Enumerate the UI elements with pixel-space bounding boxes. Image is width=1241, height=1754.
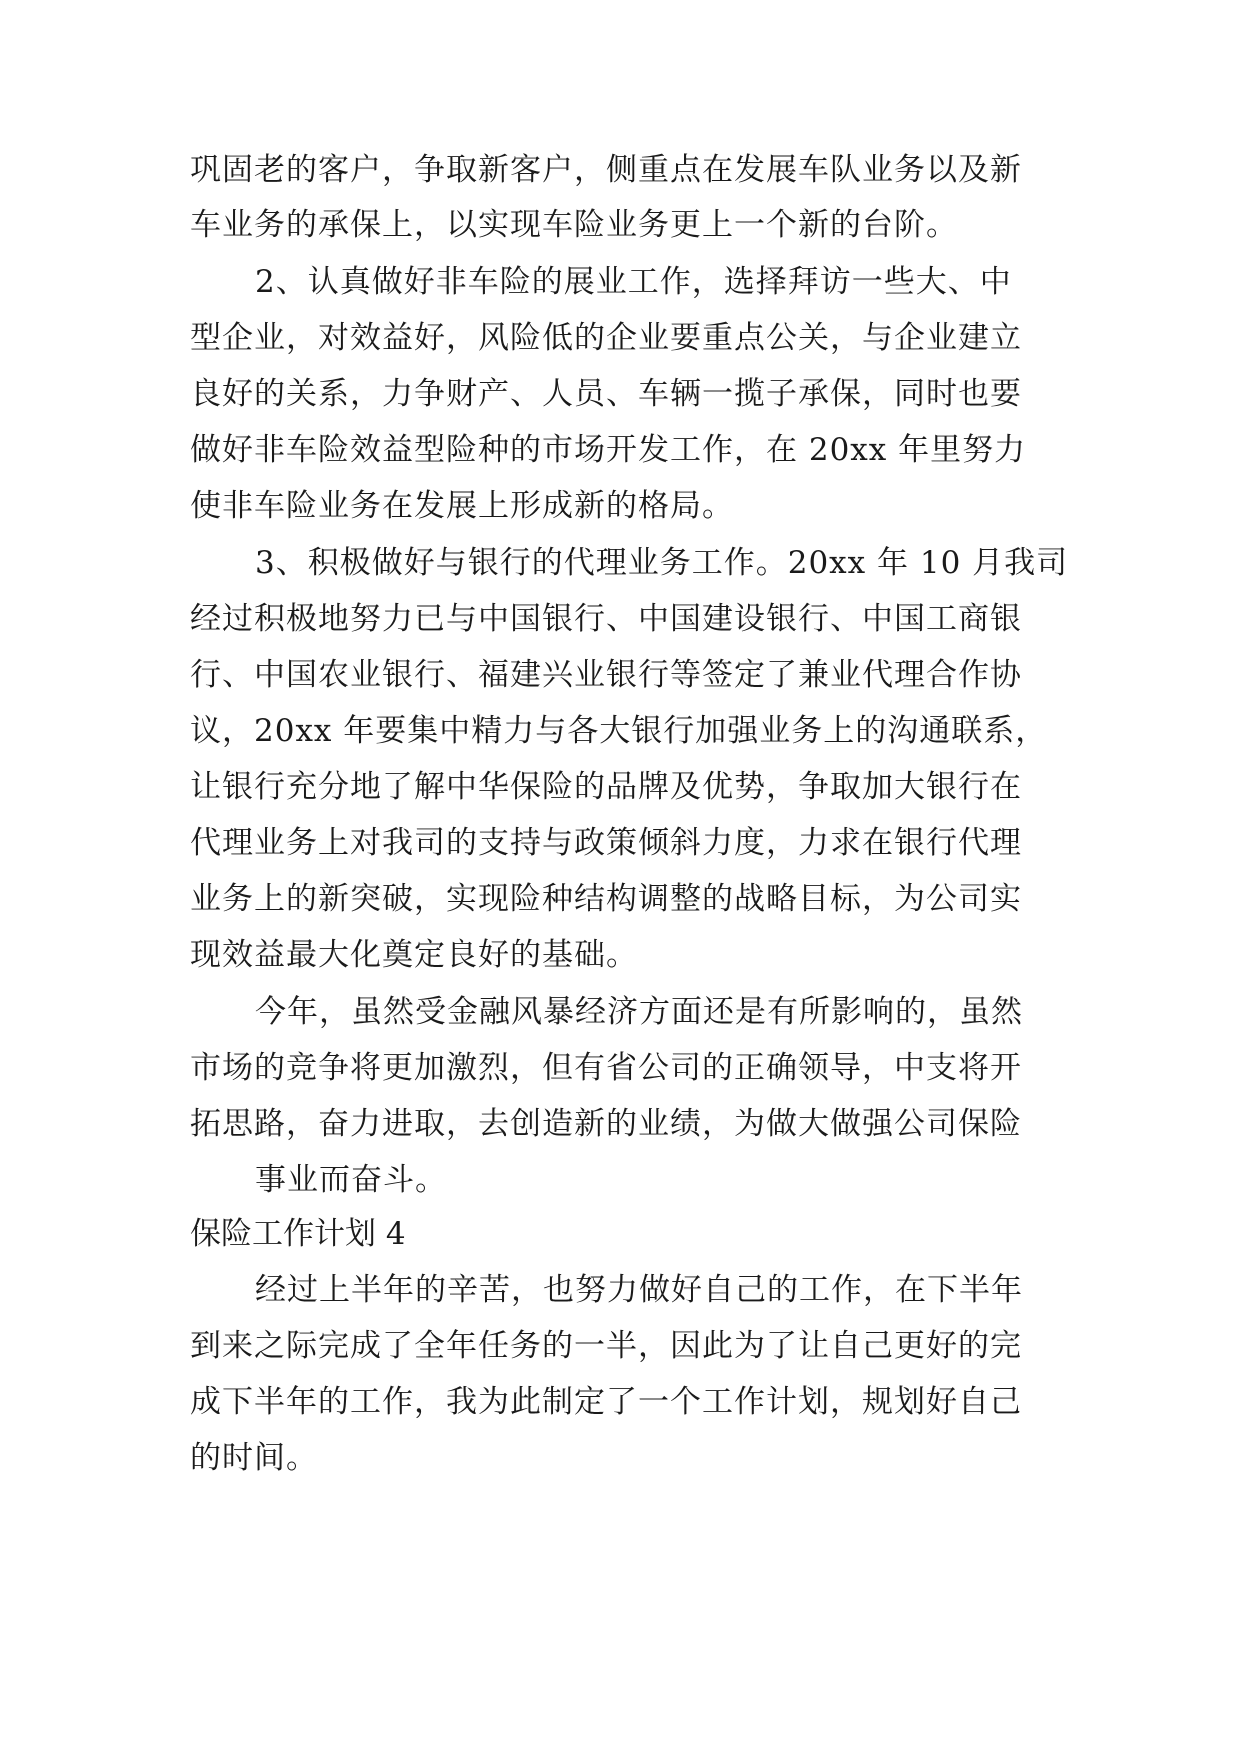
text-line: 拓思路，奋力进取，去创造新的业绩，为做大做强公司保险 [190,1106,1022,1142]
section-heading: 保险工作计划 4 [190,1216,406,1252]
text-line: 业务上的新突破，实现险种结构调整的战略目标，为公司实 [190,881,1022,917]
text-line: 现效益最大化奠定良好的基础。 [190,937,638,973]
text-line: 行、中国农业银行、福建兴业银行等签定了兼业代理合作协 [190,657,1022,693]
text-line: 到来之际完成了全年任务的一半，因此为了让自己更好的完 [190,1328,1022,1364]
text-line: 做好非车险效益型险种的市场开发工作，在 20xx 年里努力 [190,432,1027,468]
text-line: 成下半年的工作，我为此制定了一个工作计划，规划好自己 [190,1384,1022,1420]
text-line: 巩固老的客户，争取新客户，侧重点在发展车队业务以及新 [190,152,1022,188]
text-line: 让银行充分地了解中华保险的品牌及优势，争取加大银行在 [190,769,1022,805]
text-line: 今年，虽然受金融风暴经济方面还是有所影响的，虽然 [255,994,1023,1030]
text-line: 2、认真做好非车险的展业工作，选择拜访一些大、中 [255,264,1012,300]
text-line: 事业而奋斗。 [255,1162,447,1198]
text-line: 代理业务上对我司的支持与政策倾斜力度，力求在银行代理 [190,825,1022,861]
text-line: 经过上半年的辛苦，也努力做好自己的工作，在下半年 [255,1272,1023,1308]
text-line: 的时间。 [190,1440,318,1476]
text-line: 经过积极地努力已与中国银行、中国建设银行、中国工商银 [190,601,1022,637]
text-line: 使非车险业务在发展上形成新的格局。 [190,488,734,524]
text-line: 3、积极做好与银行的代理业务工作。20xx 年 10 月我司 [255,545,1069,581]
text-line: 良好的关系，力争财产、人员、车辆一揽子承保，同时也要 [190,376,1022,412]
text-line: 议，20xx 年要集中精力与各大银行加强业务上的沟通联系， [190,713,1048,749]
text-line: 车业务的承保上，以实现车险业务更上一个新的台阶。 [190,207,958,243]
text-line: 型企业，对效益好，风险低的企业要重点公关，与企业建立 [190,320,1022,356]
text-line: 市场的竞争将更加激烈，但有省公司的正确领导，中支将开 [190,1050,1022,1086]
